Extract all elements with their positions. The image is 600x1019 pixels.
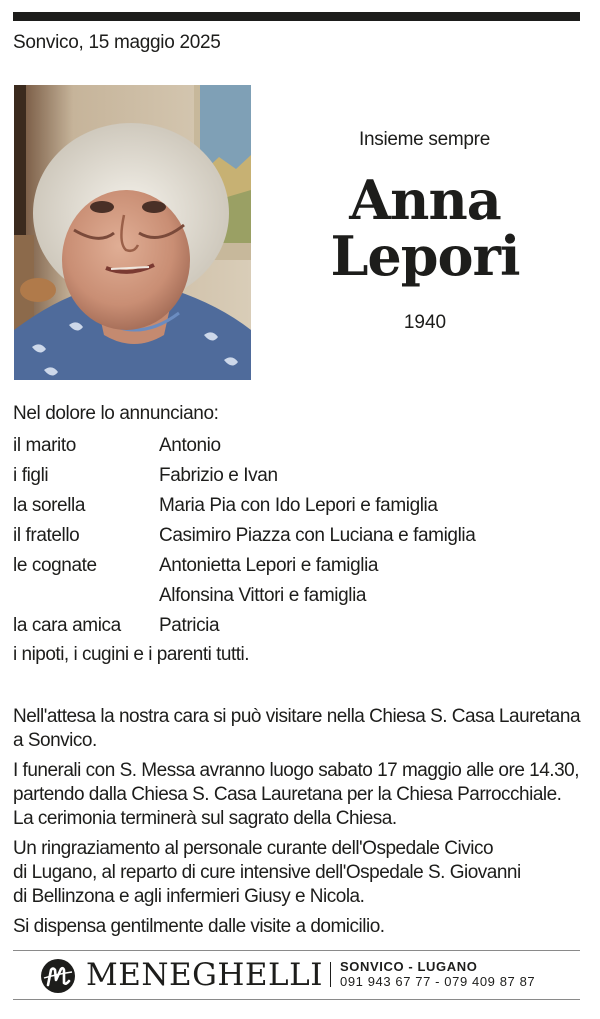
dateline: Sonvico, 15 maggio 2025 bbox=[13, 32, 221, 53]
family-row bbox=[13, 461, 583, 491]
top-rule bbox=[13, 12, 580, 21]
funeral-paragraph: I funerali con S. Messa avranno luogo sabato 17 maggio alle ore 14.30, partendo dalla Chiesa S. Casa Lauretana per la Chiesa Parrocchiale. La cerimonia terminerà sul sagrato della Chiesa. bbox=[13, 760, 579, 829]
family-list bbox=[13, 431, 583, 641]
notice-body bbox=[13, 705, 588, 945]
visitation-paragraph: Nell'attesa la nostra cara si può visitare nella Chiesa S. Casa Lauretana a Sonvico. bbox=[13, 706, 581, 751]
contact-phone: 091 943 67 77 - 079 409 87 87 bbox=[340, 974, 536, 989]
family-row bbox=[13, 611, 583, 641]
last-name: Lepori bbox=[330, 224, 520, 288]
family-relation: il marito bbox=[13, 435, 76, 456]
footer-bottom-rule bbox=[13, 999, 580, 1000]
thanks-paragraph: Un ringraziamento al personale curante dell'Ospedale Civico di Lugano, al reparto di cure intensive dell'Ospedale S. Giovanni di Bellinzona e agli infermieri Giusy e Nicola. bbox=[13, 838, 521, 907]
brand-name: MENEGHELLI bbox=[86, 957, 323, 993]
announcement-intro: Nel dolore lo annunciano: bbox=[13, 403, 219, 424]
family-row bbox=[13, 581, 583, 611]
first-name: Anna bbox=[349, 168, 501, 232]
family-names: Fabrizio e Ivan bbox=[159, 465, 278, 486]
contact-town: SONVICO - LUGANO bbox=[340, 959, 478, 974]
family-relation: i figli bbox=[13, 465, 49, 486]
family-relation: le cognate bbox=[13, 555, 97, 576]
family-row bbox=[13, 551, 583, 581]
family-relation: la sorella bbox=[13, 495, 86, 516]
family-names: Antonio bbox=[159, 435, 221, 456]
announcement-closing: i nipoti, i cugini e i parenti tutti. bbox=[13, 644, 250, 665]
family-names: Antonietta Lepori e famiglia bbox=[159, 555, 379, 576]
family-relation: il fratello bbox=[13, 525, 80, 546]
portrait-photo bbox=[14, 85, 251, 380]
family-names: Patricia bbox=[159, 615, 220, 636]
deceased-name bbox=[310, 168, 540, 288]
family-names: Maria Pia con Ido Lepori e famiglia bbox=[159, 495, 438, 516]
family-row bbox=[13, 431, 583, 461]
tagline: Insieme sempre bbox=[359, 129, 490, 150]
visits-paragraph: Si dispensa gentilmente dalle visite a domicilio. bbox=[13, 916, 385, 937]
meneghelli-logo-icon bbox=[40, 958, 76, 994]
family-relation: la cara amica bbox=[13, 615, 121, 636]
footer-divider bbox=[330, 962, 331, 987]
family-row bbox=[13, 521, 583, 551]
birth-year: 1940 bbox=[403, 312, 447, 333]
family-row bbox=[13, 491, 583, 521]
family-names: Alfonsina Vittori e famiglia bbox=[159, 585, 367, 606]
footer-top-rule bbox=[13, 950, 580, 951]
family-names: Casimiro Piazza con Luciana e famiglia bbox=[159, 525, 476, 546]
